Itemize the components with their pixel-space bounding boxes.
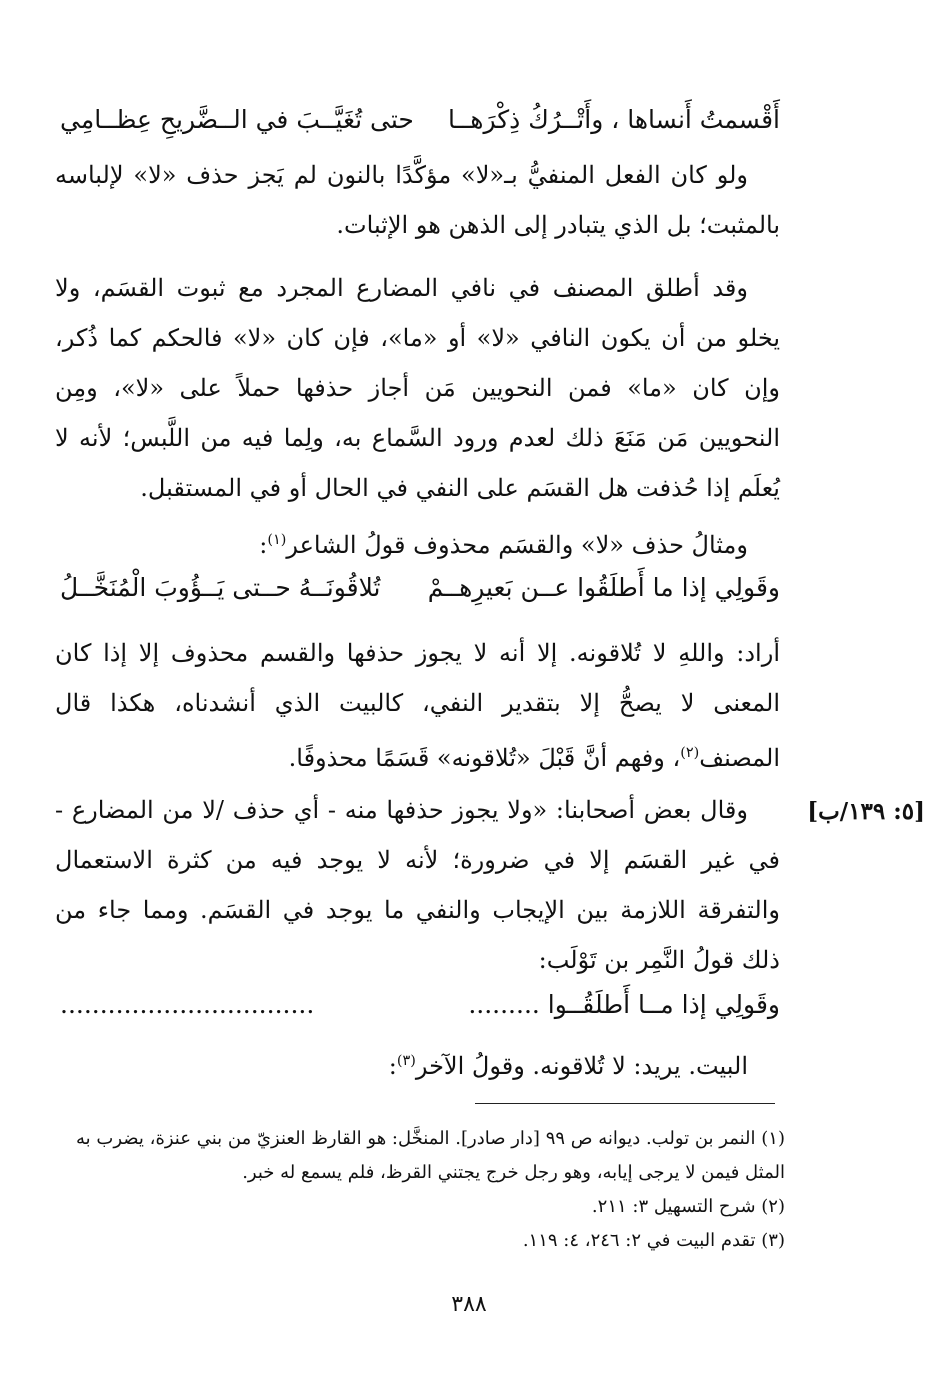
verse-hemistich-first: أَقْسمتُ أَنساها ، وأَتْــرُكُ ذِكْرَهــا [448, 105, 780, 134]
footnote-3: (٣) تقدم البيت في ٢: ٢٤٦، ٤: ١١٩. [522, 1230, 785, 1251]
verse-hemistich-second: ................................ [60, 990, 315, 1019]
manuscript-folio-marker: [٥: ١٣٩/ب] [807, 798, 925, 825]
footnote-separator [475, 1103, 775, 1104]
footnotes [70, 1122, 785, 1258]
paragraph-3-tail: : [259, 531, 268, 559]
footnote-ref-1[interactable]: (١) [267, 532, 287, 548]
page-number: ٣٨٨ [451, 1292, 487, 1317]
footnote-2: (٢) شرح التسهيل ٣: ٢١١. [591, 1196, 785, 1217]
paragraph-3 [55, 515, 780, 570]
footnote-1: (١) النمر بن تولب. ديوانه ص ٩٩ [دار صادر]. المنخَّل: هو القارظ العنزيّ من بني عنزة، يضرب به المثل فيمن لا يرجى إيابه، وهو رجل خرج يجتني القرظ، فلم يسمع له خبر. [76, 1128, 785, 1183]
verse-hemistich-second: تُلاقُونَــهُ حــتى يَــؤُوبَ الْمُنَخَّــلُ [60, 573, 381, 602]
verse-hemistich-second: حتى تُغَيَّــبَ في الــضَّريحِ عِظــامِي [60, 105, 414, 134]
verse-hemistich-first: وقَولِي إذا ما أَطلَقُوا عــن بَعيرِهــمْ [427, 573, 780, 602]
footnote-ref-3[interactable]: (٣) [396, 1053, 416, 1069]
paragraph-4 [55, 628, 780, 783]
paragraph-6-text: البيت. يريد: لا تُلاقونه. وقولُ الآخر [415, 1052, 748, 1080]
paragraph-4-tail: ، وفهم أنَّ قَبْلَ «تُلاقونه» قَسَمًا محذوفًا. [288, 744, 681, 772]
paragraph-6-tail: : [388, 1052, 397, 1080]
paragraph-4-text: أراد: واللهِ لا تُلاقونه. إلا أنه لا يجوز حذفها والقسم محذوف إلا إذا كان المعنى لا يصحُّ إلا بتقدير النفي، كالبيت الذي أنشدناه، هكذا قال المصنف [55, 639, 780, 772]
paragraph-5: وقال بعض أصحابنا: «ولا يجوز حذفها منه - أي حذف /لا من المضارع - في غير القسَم إلا في ضرورة؛ لأنه لا يوجد فيه من كثرة الاستعمال والتفرقة اللازمة بين الإيجاب والنفي ما يوجد في القسَم. ومما جاء من ذلك قولُ النَّمِر بن تَوْلَب: [55, 796, 780, 974]
verse-line-2 [60, 568, 780, 608]
paragraph-6 [55, 1036, 780, 1091]
paragraph-2: وقد أطلق المصنف في نافي المضارع المجرد مع ثبوت القسَم، ولا يخلو من أن يكون النافي «لا» أو «ما»، فإن كان «لا» فالحكم كما ذُكر، وإن كان «ما» فمن النحويين مَن أجاز حذفها حملاً على «لا»، ومِن النحويين مَن مَنَعَ ذلك لعدم ورود السَّماع به، ولِما فيه من اللَّبس؛ لأنه لا يُعلَم إذا حُذفت هل القسَم على النفي في الحال أو في المستقبل. [55, 274, 780, 502]
verse-line-1 [60, 100, 780, 140]
verse-line-3 [60, 985, 780, 1025]
paragraph-3-text: ومثالُ حذف «لا» والقسَم محذوف قولُ الشاعر [286, 531, 748, 559]
footnote-ref-2[interactable]: (٢) [680, 745, 700, 761]
verse-hemistich-first: وقَولِي إذا مــا أَطلَقُــوا ......... [468, 990, 780, 1019]
paragraph-1: ولو كان الفعل المنفيُّ بـ«لا» مؤكَّدًا بالنون لم يَجز حذف «لا» لإلباسه بالمثبت؛ بل الذي يتبادر إلى الذهن هو الإثبات. [55, 161, 780, 239]
